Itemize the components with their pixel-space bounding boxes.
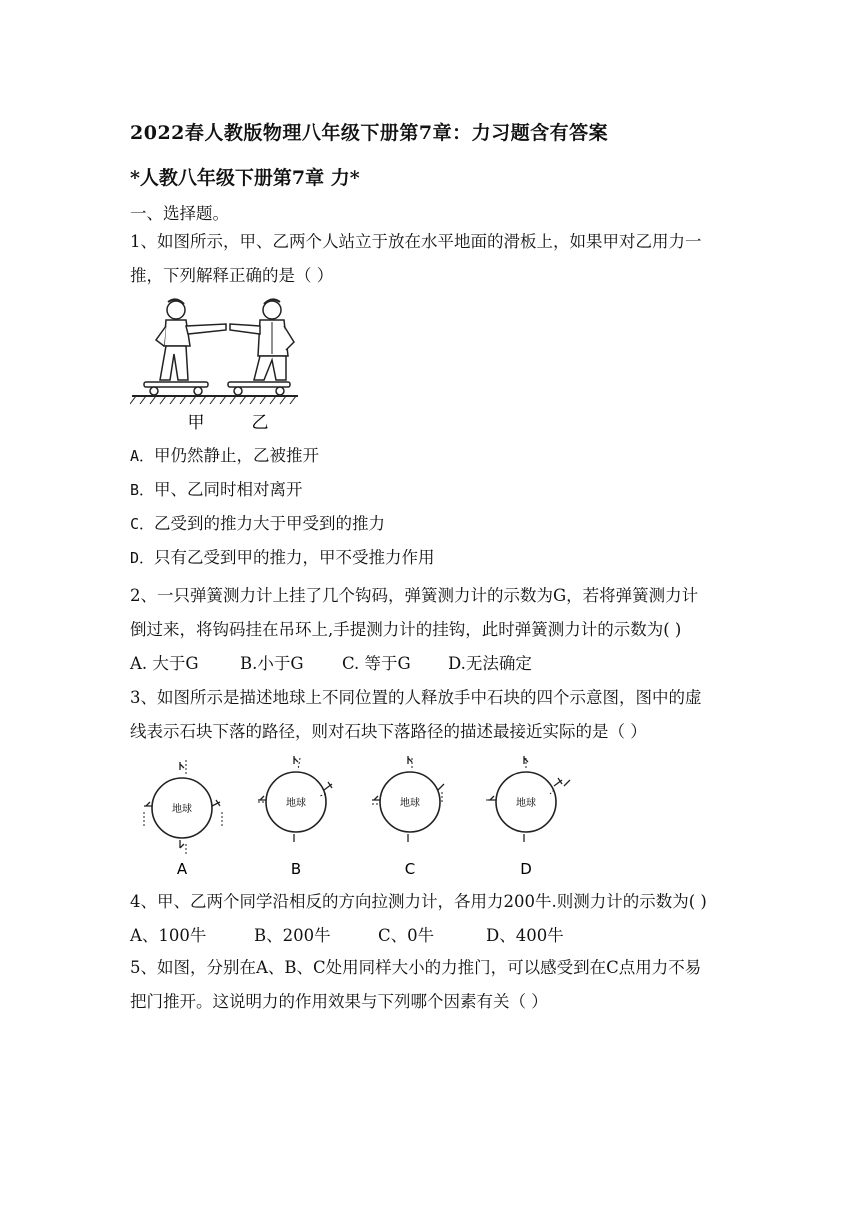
q1-option-d: D．只有乙受到甲的推力，甲不受推力作用 <box>130 548 435 567</box>
q3-globe-figure <box>130 756 590 880</box>
globe-label-a: A <box>176 860 188 878</box>
q1-line1: 1、如图所示，甲、乙两个人站立于放在水平地面的滑板上，如果甲对乙用力一 <box>130 232 702 251</box>
q5-line1: 5、如图，分别在A、B、C处用同样大小的力推门，可以感受到在C点用力不易 <box>130 958 702 977</box>
globe-label-b: B <box>290 860 302 878</box>
document-subtitle: *人教八年级下册第7章 力* <box>130 167 360 189</box>
q2-option-c: C. 等于G <box>342 654 411 673</box>
q2-line2: 倒过来，将钩码挂在吊环上,手提测力计的挂钩，此时弹簧测力计的示数为( ) <box>130 620 682 639</box>
q4-option-c: C、0牛 <box>378 926 435 945</box>
q3-line2: 线表示石块下落的路径，则对石块下落路径的描述最接近实际的是（ ） <box>130 722 647 741</box>
q1-label-yi: 乙 <box>251 413 269 433</box>
q2-options <box>130 652 532 676</box>
q2-option-d: D.无法确定 <box>448 654 532 673</box>
q1-label-jia: 甲 <box>187 413 205 433</box>
q4-option-b: B、200牛 <box>254 926 331 945</box>
q1-option-a: A．甲仍然静止，乙被推开 <box>130 446 320 465</box>
svg-text:地球: 地球 <box>516 798 536 809</box>
q1-skateboard-figure <box>130 298 300 438</box>
q4-option-a: A、100牛 <box>130 926 207 945</box>
globe-b <box>258 756 332 878</box>
q2-line1: 2、一只弹簧测力计上挂了几个钩码，弹簧测力计的示数为G，若将弹簧测力计 <box>130 586 699 605</box>
svg-text:地球: 地球 <box>400 798 420 809</box>
q4-options <box>130 924 564 948</box>
q1-line2: 推，下列解释正确的是（ ） <box>130 266 334 285</box>
svg-text:地球: 地球 <box>286 798 306 809</box>
section-heading: 一、选择题。 <box>130 204 229 223</box>
globe-a <box>144 760 222 878</box>
q2-option-b: B.小于G <box>240 654 304 673</box>
q4-option-d: D、400牛 <box>486 926 564 945</box>
q5-line2: 把门推开。这说明力的作用效果与下列哪个因素有关（ ） <box>130 992 548 1011</box>
svg-text:地球: 地球 <box>172 804 192 815</box>
globe-c <box>372 756 444 878</box>
q3-line1: 3、如图所示是描述地球上不同位置的人释放手中石块的四个示意图，图中的虚 <box>130 688 702 707</box>
q1-option-b: B．甲、乙同时相对离开 <box>130 480 303 499</box>
globe-label-d: D <box>520 860 532 878</box>
q2-option-a: A. 大于G <box>130 654 199 673</box>
q4-line1: 4、甲、乙两个同学沿相反的方向拉测力计，各用力200牛.则测力计的示数为( ) <box>130 892 707 911</box>
document-title: 2022春人教版物理八年级下册第7章：力习题含有答案 <box>130 122 609 144</box>
q1-option-c: C．乙受到的推力大于甲受到的推力 <box>130 514 386 533</box>
globe-d <box>486 756 570 878</box>
globe-label-c: C <box>404 860 416 878</box>
